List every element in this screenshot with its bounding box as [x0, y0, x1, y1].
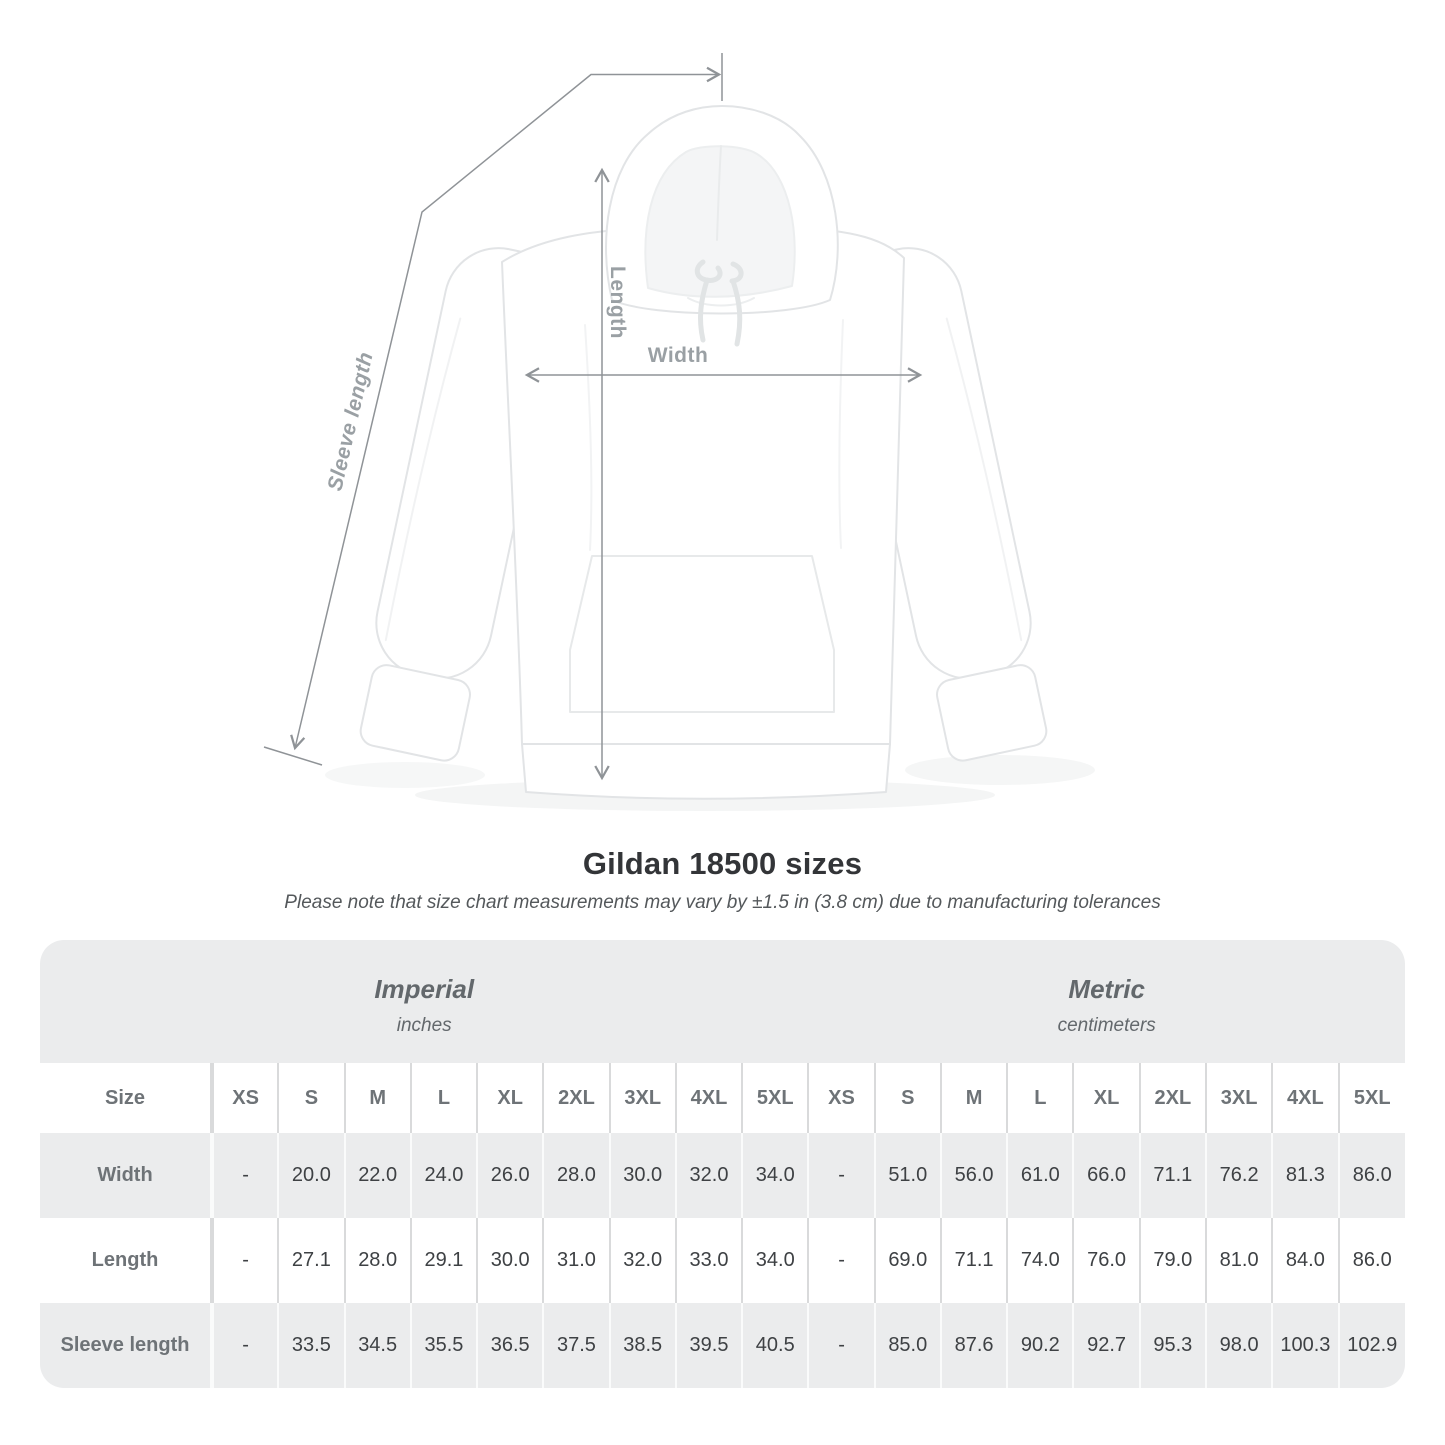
section-name: Imperial — [374, 974, 475, 1004]
cell-value: 28.0 — [543, 1133, 609, 1218]
size-col-header: XL — [1073, 1063, 1139, 1133]
row-label: Sleeve length — [60, 1334, 190, 1356]
cell-value: 36.5 — [477, 1303, 543, 1388]
cell-value: 81.0 — [1206, 1218, 1272, 1303]
cell-value: 85.0 — [875, 1303, 941, 1388]
cell-value: 33.0 — [676, 1218, 742, 1303]
table-row — [40, 1218, 1405, 1303]
cell-value: 37.5 — [543, 1303, 609, 1388]
cell-value: 32.0 — [610, 1218, 676, 1303]
size-col-header: XS — [808, 1063, 874, 1133]
size-col-header: M — [941, 1063, 1007, 1133]
cell-value: 102.9 — [1339, 1303, 1405, 1388]
cell-value: 66.0 — [1073, 1133, 1139, 1218]
cell-value: - — [212, 1133, 278, 1218]
cell-value: 81.3 — [1272, 1133, 1338, 1218]
cell-value: 32.0 — [676, 1133, 742, 1218]
table-row — [40, 1303, 1405, 1388]
cell-value: 40.5 — [742, 1303, 808, 1388]
width-label: Width — [647, 344, 709, 367]
cell-value: 76.0 — [1073, 1218, 1139, 1303]
cell-value: - — [808, 1303, 874, 1388]
cell-value: 69.0 — [875, 1218, 941, 1303]
cell-value: 86.0 — [1339, 1218, 1405, 1303]
cell-value: 100.3 — [1272, 1303, 1338, 1388]
cell-value: 35.5 — [411, 1303, 477, 1388]
size-table-panel — [40, 940, 1405, 1388]
size-col-header: 3XL — [610, 1063, 676, 1133]
size-col-header: 2XL — [543, 1063, 609, 1133]
cell-value: 87.6 — [941, 1303, 1007, 1388]
size-table-body — [40, 1133, 1405, 1388]
length-label: Length — [606, 266, 629, 339]
sleeve-length-label: Sleeve length — [323, 349, 378, 494]
size-col-header: 3XL — [1206, 1063, 1272, 1133]
cell-value: 39.5 — [676, 1303, 742, 1388]
cell-value: 76.2 — [1206, 1133, 1272, 1218]
cell-value: 90.2 — [1007, 1303, 1073, 1388]
tolerance-note: Please note that size chart measurements may vary by ±1.5 in (3.8 cm) due to manufacturing tolerances — [284, 892, 1161, 913]
cell-value: - — [808, 1133, 874, 1218]
cell-value: 84.0 — [1272, 1218, 1338, 1303]
cell-value: 51.0 — [875, 1133, 941, 1218]
cell-value: 20.0 — [278, 1133, 344, 1218]
cell-value: 92.7 — [1073, 1303, 1139, 1388]
cell-value: 74.0 — [1007, 1218, 1073, 1303]
cell-value: 56.0 — [941, 1133, 1007, 1218]
section-unit: inches — [396, 1015, 452, 1036]
cell-value: 27.1 — [278, 1218, 344, 1303]
cell-value: 24.0 — [411, 1133, 477, 1218]
cell-value: 34.5 — [345, 1303, 411, 1388]
row-label: Width — [97, 1164, 153, 1186]
size-col-header: XL — [477, 1063, 543, 1133]
size-col-header: L — [411, 1063, 477, 1133]
size-col-header: M — [345, 1063, 411, 1133]
cell-value: 86.0 — [1339, 1133, 1405, 1218]
size-col-header: 4XL — [676, 1063, 742, 1133]
cell-value: 61.0 — [1007, 1133, 1073, 1218]
size-col-header: XS — [212, 1063, 278, 1133]
cell-value: 28.0 — [345, 1218, 411, 1303]
size-header-row — [40, 1063, 1405, 1133]
cell-value: 95.3 — [1140, 1303, 1206, 1388]
cell-value: 30.0 — [477, 1218, 543, 1303]
cell-value: 22.0 — [345, 1133, 411, 1218]
size-col-header: 2XL — [1140, 1063, 1206, 1133]
size-col-header: S — [875, 1063, 941, 1133]
cell-value: - — [212, 1218, 278, 1303]
size-col-header: 4XL — [1272, 1063, 1338, 1133]
size-column-header: Size — [104, 1086, 146, 1109]
cell-value: 71.1 — [1140, 1133, 1206, 1218]
cell-value: 34.0 — [742, 1133, 808, 1218]
cell-value: 29.1 — [411, 1218, 477, 1303]
cell-value: 33.5 — [278, 1303, 344, 1388]
row-label: Length — [91, 1249, 159, 1271]
size-col-header: 5XL — [742, 1063, 808, 1133]
size-col-header: 5XL — [1339, 1063, 1405, 1133]
size-col-header: L — [1007, 1063, 1073, 1133]
section-header-metric — [808, 940, 1405, 1063]
section-header-row — [40, 940, 1405, 1063]
size-col-header: S — [278, 1063, 344, 1133]
sleeve-length-bottom-tick — [264, 747, 322, 765]
cell-value: 98.0 — [1206, 1303, 1272, 1388]
cell-value: 34.0 — [742, 1218, 808, 1303]
cell-value: 31.0 — [543, 1218, 609, 1303]
hoodie-illustration — [350, 106, 1057, 799]
size-table — [40, 940, 1405, 1388]
cell-value: - — [808, 1218, 874, 1303]
table-row — [40, 1133, 1405, 1218]
cell-value: 38.5 — [610, 1303, 676, 1388]
cell-value: 30.0 — [610, 1133, 676, 1218]
section-header-imperial — [40, 940, 808, 1063]
cell-value: 71.1 — [941, 1218, 1007, 1303]
section-name: Metric — [1068, 974, 1145, 1004]
cell-value: 26.0 — [477, 1133, 543, 1218]
section-unit: centimeters — [1057, 1015, 1156, 1036]
page-title: Gildan 18500 sizes — [582, 846, 863, 881]
cell-value: 79.0 — [1140, 1218, 1206, 1303]
cell-value: - — [212, 1303, 278, 1388]
